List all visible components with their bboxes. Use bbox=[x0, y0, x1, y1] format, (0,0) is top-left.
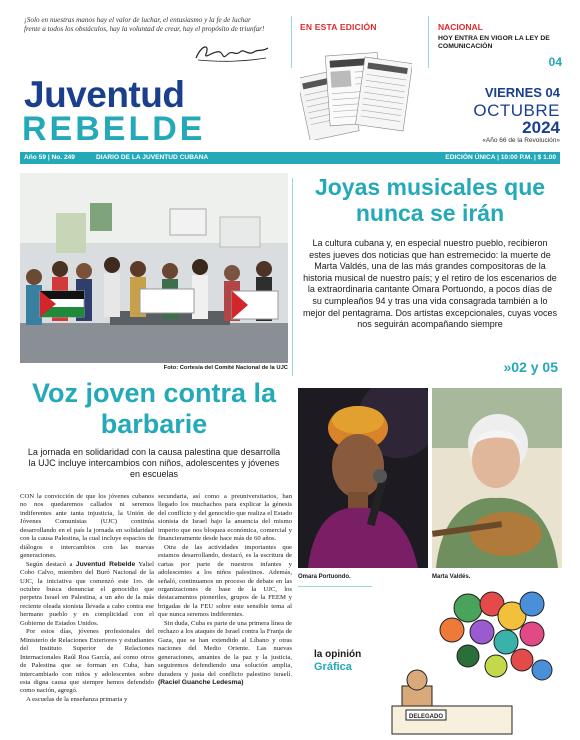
lead-subheadline: La jornada en solidaridad con la causa palestina que desarrolla la UJC incluye intercambios con niños, adolescentes y jóvenes en escuelas bbox=[27, 447, 281, 479]
signature-graphic bbox=[192, 40, 272, 66]
lead-headline[interactable]: Voz joven contra la barbarie bbox=[31, 378, 277, 439]
masthead-quote: ¡Solo en nuestras manos hay el valor de luchar, el entusiasmo y la fe de luchar frente a todos los obstáculos, hay la voluntad de crear, hay el propósito de triunfar! bbox=[24, 16, 265, 33]
year-tagline: «Año 66 de la Revolución» bbox=[482, 137, 560, 144]
logo-juventud: Juventud bbox=[24, 74, 185, 115]
edition-label: EN ESTA EDICIÓN bbox=[300, 22, 377, 32]
lead-photo-caption: Foto: Cortesía del Comité Nacional de la UJC bbox=[163, 365, 288, 371]
feature-page-ref[interactable]: »02 y 05 bbox=[503, 359, 558, 375]
paper-slogan: DIARIO DE LA JUVENTUD CUBANA bbox=[96, 154, 209, 161]
header-divider bbox=[291, 16, 292, 68]
newspaper-thumbnails[interactable] bbox=[300, 44, 412, 140]
lead-paragraph: Por estos días, jóvenes profesionales del Ministerio de Relaciones Exteriores y estudiantes del Instituto Superior de Relaciones Internacionales Raúl Roa García, así como otros de Palestina que se forman en Cuba, han intercambiado con niños y adolescentes sobre esta digna causa que siempre hemos defendido como nación, agregó. bbox=[20, 628, 154, 695]
byline: (Raciel Guanche Ledesma) bbox=[158, 678, 244, 686]
portrait-marta-caption: Marta Valdés. bbox=[432, 574, 471, 580]
portrait-marta[interactable] bbox=[432, 388, 562, 568]
feature-headline[interactable]: Joyas musicales que nunca se irán bbox=[314, 174, 546, 226]
nacional-teaser[interactable]: HOY ENTRA EN VIGOR LA LEY DE COMUNICACIÓN bbox=[438, 35, 550, 50]
lead-paragraph: A escuelas de la enseñanza primaria y bbox=[26, 695, 128, 703]
date-day: VIERNES 04 bbox=[484, 85, 560, 100]
lead-column-1 bbox=[20, 493, 154, 704]
lead-paragraph: Otra de las actividades importantes que estamos desarrollando, destacó, es la escritura de cartas por parte de nuestros infantes y adolescentes a los niños palestinos. Además, señaló, continuamos un proceso de debate en las organizaciones de base de la UJC, los destacamentos pioneriles, grupos de la FEEM y brigadas de la FEU sobre este sensible tema al que nunca seremos indiferentes. bbox=[158, 543, 292, 619]
nacional-page-ref[interactable]: 04 bbox=[548, 55, 562, 69]
lead-column-2 bbox=[158, 493, 292, 687]
portrait-omara-caption: Omara Portuondo. bbox=[298, 574, 351, 580]
issue-number: Año 59 | No. 249 bbox=[24, 154, 75, 161]
header-divider-2 bbox=[428, 16, 429, 68]
lead-photo[interactable] bbox=[20, 173, 288, 363]
issue-bar bbox=[20, 152, 560, 164]
lead-paragraph: secundaria, así como a preuniversitarios, han llegado los muchachos para explicar la génesis del conflicto y del genocidio que realiza el Estado sionista de Israel bajo la anuencia del mismo imperio que nos bloquea económica, comercial y financieramente desde hace más de 60 años. bbox=[158, 493, 292, 543]
lead-paragraph: Según destacó a Juventud Rebelde Yaliel Cobo Calvo, miembro del Buró Nacional de la UJC, la iniciativa que comenzó este 1ro. de octubre busca denunciar el genocidio que perpetra Israel en Palestina, a un año de la más reciente oleada sionista llevada a cabo contra ese hermano pueblo y en complicidad con el Gobierno de Estados Unidos. bbox=[20, 560, 154, 627]
edition-price: EDICIÓN ÚNICA | 10:00 P.M. | $ 1.00 bbox=[445, 154, 556, 161]
cartoon-sign-text: DELEGADO bbox=[408, 714, 444, 720]
opinion-label: la opinión bbox=[314, 649, 362, 660]
lead-paragraph: CON la convicción de que los jóvenes cubanos no nos quedaremos callados ni seremos indiferentes ante tanta injusticia, la Unión de Jóvenes Comunistas (UJC) continúa desarrollando en el país la jornada en solidaridad con la causa Palestina, la cual incluye espacios de diálogos e intercambios con las nuevas generaciones. bbox=[20, 493, 154, 560]
column-divider bbox=[292, 178, 293, 376]
lead-paragraph: Sin duda, Cuba es parte de una primera línea de rechazo a los ataques de Israel contra la Franja de Gaza, que se han extendido al Líbano y otras naciones del Medio Oriente. Las nuevas generaciones, amantes de la paz y la justicia, seguiremos defendiendo una solución amplia, duradera y justa del conflicto palestino israelí. (Raciel Guanche Ledesma) bbox=[158, 619, 292, 686]
opinion-cartoon[interactable] bbox=[372, 586, 560, 738]
date-month: OCTUBRE bbox=[473, 101, 560, 120]
opinion-label-graphic: Gráfica bbox=[314, 661, 352, 673]
logo-rebelde: REBELDE bbox=[22, 110, 206, 148]
portrait-omara[interactable] bbox=[298, 388, 428, 568]
nacional-label: NACIONAL bbox=[438, 22, 483, 32]
date-year: 2024 bbox=[522, 118, 560, 137]
feature-deck: La cultura cubana y, en especial nuestro pueblo, recibieron estes jueves dos noticias que han estremecido: la muerte de Marta Valdés, una de las más grandes compositoras de la historia musical de nuestro país; y el retiro de los escenarios de la extraordinaria cantante Omara Portuondo, a pocos días de su cumpleaños 94 y tras una vida consagrada también a lo mejor del pentagrama. Dos artistas excepcionales, cuyas voces nos seguirán acompañando siempre bbox=[302, 238, 558, 330]
